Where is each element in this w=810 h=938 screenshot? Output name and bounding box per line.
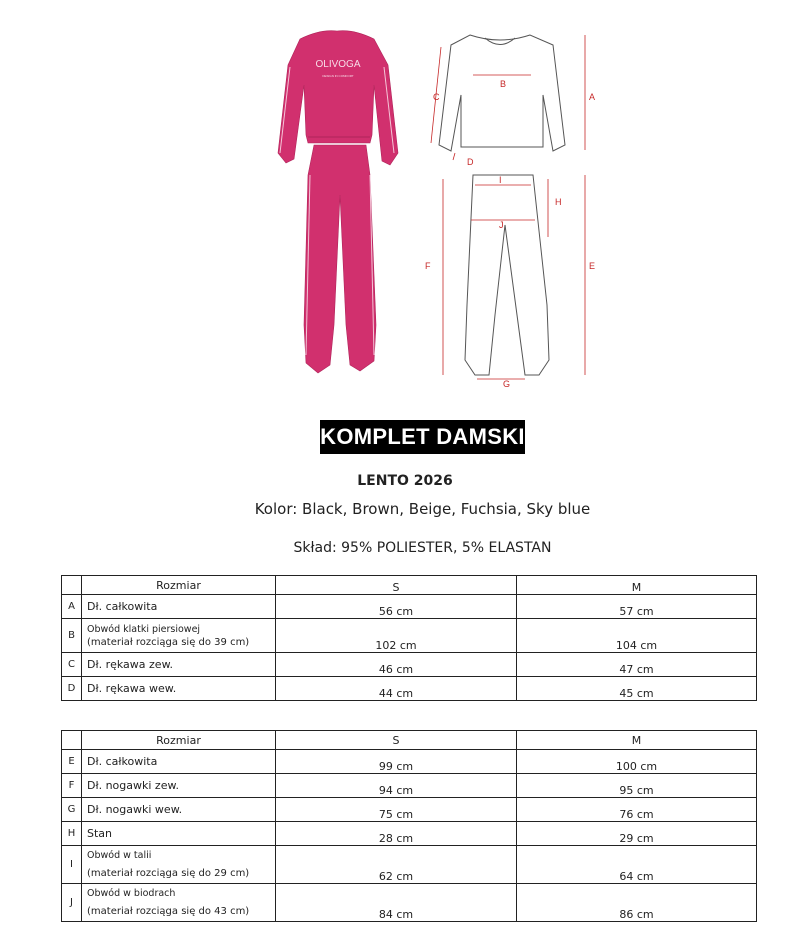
label-J: J — [499, 220, 504, 230]
value-m: 64 cm — [517, 846, 757, 884]
row-label: Dł. całkowita — [82, 750, 276, 774]
row-label-cell — [82, 884, 276, 922]
colors-line: Kolor: Black, Brown, Beige, Fuchsia, Sky blue — [254, 500, 591, 518]
row-label: Stan — [82, 822, 276, 846]
value-m: 95 cm — [517, 774, 757, 798]
value-s: 99 cm — [276, 750, 517, 774]
row-label: Obwód w biodrach — [87, 888, 176, 899]
value-m: 29 cm — [517, 822, 757, 846]
label-H: H — [555, 197, 562, 207]
table-corner-cell — [62, 731, 82, 750]
row-label: Dł. rękawa zew. — [82, 653, 276, 677]
page-title: KOMPLET DAMSKI — [320, 420, 525, 454]
sweatshirt-diagram — [413, 25, 608, 170]
table-row — [62, 595, 757, 619]
value-s: 102 cm — [276, 619, 517, 653]
brand-subprint: DESIGN IN COMFORT — [322, 74, 354, 78]
value-m: 100 cm — [517, 750, 757, 774]
header-size-m: M — [517, 731, 757, 750]
row-label-note: (materiał rozciąga się do 39 cm) — [87, 636, 250, 648]
header-size-s: S — [276, 731, 517, 750]
table-row — [62, 653, 757, 677]
model-name: LENTO 2026 — [357, 473, 453, 489]
value-s: 84 cm — [276, 884, 517, 922]
label-C: C — [433, 92, 440, 102]
value-s: 94 cm — [276, 774, 517, 798]
row-code: A — [62, 595, 82, 619]
row-label: Dł. nogawki zew. — [82, 774, 276, 798]
row-code: J — [62, 884, 82, 922]
row-code: G — [62, 798, 82, 822]
size-table-top — [61, 575, 757, 701]
table-row — [62, 774, 757, 798]
label-A: A — [589, 92, 596, 102]
table-header-row — [62, 576, 757, 595]
value-m: 57 cm — [517, 595, 757, 619]
label-G: G — [503, 379, 511, 389]
table-corner-cell — [62, 576, 82, 595]
row-label-cell — [82, 619, 276, 653]
value-s: 46 cm — [276, 653, 517, 677]
header-rozmiar: Rozmiar — [82, 576, 276, 595]
composition-line: Skład: 95% POLIESTER, 5% ELASTAN — [293, 540, 552, 556]
table-row — [62, 822, 757, 846]
table-header-row — [62, 731, 757, 750]
row-label: Obwód klatki piersiowej — [87, 623, 201, 635]
table-row — [62, 619, 757, 653]
row-label-cell — [82, 846, 276, 884]
row-code: C — [62, 653, 82, 677]
table-row — [62, 798, 757, 822]
table-row — [62, 884, 757, 922]
row-code: E — [62, 750, 82, 774]
value-s: 56 cm — [276, 595, 517, 619]
row-label: Dł. całkowita — [82, 595, 276, 619]
value-s: 62 cm — [276, 846, 517, 884]
product-photo — [270, 25, 405, 380]
row-code: B — [62, 619, 82, 653]
value-s: 44 cm — [276, 677, 517, 701]
header-size-s: S — [276, 576, 517, 595]
row-code: I — [62, 846, 82, 884]
value-s: 28 cm — [276, 822, 517, 846]
row-code: D — [62, 677, 82, 701]
header-size-m: M — [517, 576, 757, 595]
value-m: 76 cm — [517, 798, 757, 822]
joggers-diagram — [413, 165, 608, 390]
value-m: 45 cm — [517, 677, 757, 701]
label-D: D — [467, 157, 474, 167]
value-m: 86 cm — [517, 884, 757, 922]
row-label-note: (materiał rozciąga się do 43 cm) — [87, 906, 250, 917]
header-rozmiar: Rozmiar — [82, 731, 276, 750]
label-I: I — [499, 175, 502, 185]
table-row — [62, 846, 757, 884]
brand-print: OLIVOGA — [315, 59, 361, 70]
row-label-note: (materiał rozciąga się do 29 cm) — [87, 868, 250, 879]
row-label: Dł. rękawa wew. — [82, 677, 276, 701]
value-m: 104 cm — [517, 619, 757, 653]
size-table-bottom — [61, 730, 757, 922]
row-code: F — [62, 774, 82, 798]
table-row — [62, 750, 757, 774]
row-label: Dł. nogawki wew. — [82, 798, 276, 822]
row-label: Obwód w talii — [87, 850, 152, 861]
table-row — [62, 677, 757, 701]
label-F: F — [425, 261, 431, 271]
label-E: E — [589, 261, 596, 271]
value-m: 47 cm — [517, 653, 757, 677]
value-s: 75 cm — [276, 798, 517, 822]
row-code: H — [62, 822, 82, 846]
label-B: B — [500, 79, 507, 89]
